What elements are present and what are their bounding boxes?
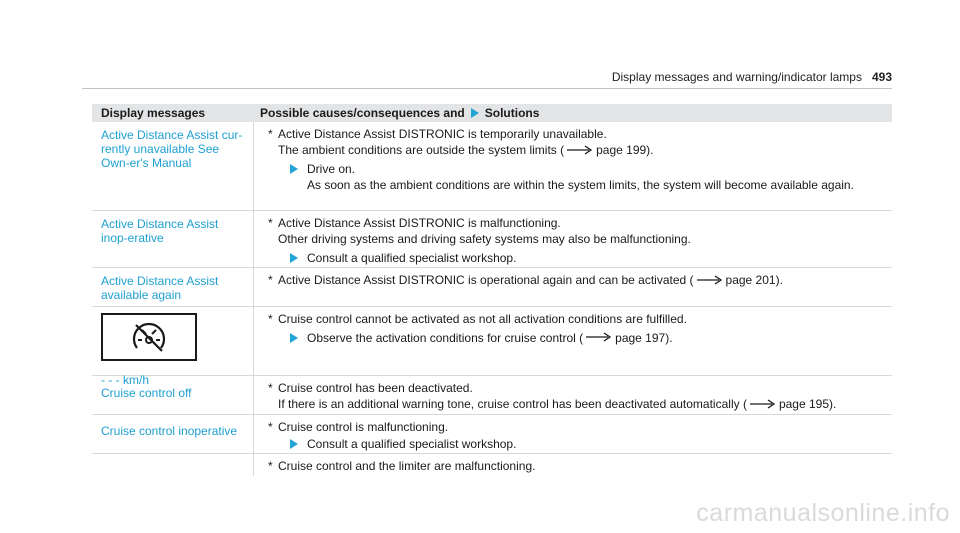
watermark: carmanualsonline.info [696, 499, 950, 527]
arrow-right-icon [567, 142, 593, 158]
message-cell [92, 454, 254, 476]
table-row [92, 122, 892, 211]
message-cell: Active Distance Assist inop-erative [92, 211, 254, 267]
cause-cell: * Active Distance Assist DISTRONIC is temporarily unavailable. The ambient conditions are outside the system limits ( page 199). Drive on. As soon as the ambient conditions are within the system limits, the system will become available again. [254, 122, 892, 210]
speedometer-crossed-icon [101, 313, 197, 361]
section-title: Display messages and warning/indicator lamps [611, 70, 862, 84]
page-number: 493 [871, 70, 892, 84]
page-reference-link[interactable]: page 201). [725, 273, 783, 287]
cause-cell: * Active Distance Assist DISTRONIC is malfunctioning. Other driving systems and driving safety systems may also be malfunctioning. Consult a qualified specialist workshop. [254, 211, 892, 267]
triangle-right-icon [290, 333, 298, 343]
table-row [92, 268, 892, 307]
message-cell: Cruise control off [92, 376, 254, 414]
page-reference-link[interactable]: page 197). [615, 331, 673, 345]
table-row [92, 415, 892, 454]
cause-cell: * Active Distance Assist DISTRONIC is operational again and can be activated ( page 201). [268, 273, 783, 287]
cause-cell: * Cruise control has been deactivated. If there is an additional warning tone, cruise control has been deactivated automatically ( page 195). [268, 381, 837, 411]
triangle-right-icon [290, 439, 298, 449]
header-divider [82, 88, 892, 89]
table-row [92, 307, 892, 387]
arrow-right-icon [697, 272, 723, 288]
cause-cell: * Cruise control cannot be activated as not all activation conditions are fulfilled. Observe the activation conditions for cruise control ( page 197). [254, 307, 892, 375]
table-row [92, 454, 892, 476]
col-header-causes: Possible causes/consequences and Solutions [260, 106, 540, 120]
cause-cell: * Cruise control is malfunctioning. Consult a qualified specialist workshop. [254, 415, 892, 453]
message-cell [92, 307, 254, 387]
solution: Observe the activation conditions for cruise control ( page 197). [268, 330, 892, 346]
arrow-right-icon [586, 332, 612, 342]
message-cell: Active Distance Assist cur-rently unavailable See Own-er's Manual [92, 122, 254, 210]
solution: Consult a qualified specialist workshop. [268, 436, 892, 452]
display-messages-table [92, 104, 892, 476]
speed-readout: - - - km/h [101, 373, 149, 387]
message-cell: Cruise control inoperative [92, 415, 254, 453]
table-row [92, 211, 892, 268]
col-header-messages: Display messages [101, 106, 206, 120]
triangle-right-icon [471, 108, 479, 118]
table-header [92, 104, 892, 122]
page-header [612, 70, 892, 84]
page-reference-link[interactable]: page 199). [596, 143, 654, 157]
message-cell: Active Distance Assist available again [92, 268, 254, 306]
triangle-right-icon [290, 164, 298, 174]
solution: Drive on. As soon as the ambient conditions are within the system limits, the system will become available again. [268, 161, 892, 193]
arrow-right-icon [750, 396, 776, 412]
page-reference-link[interactable]: page 195). [778, 397, 837, 411]
triangle-right-icon [290, 253, 298, 263]
solution: Consult a qualified specialist workshop. [268, 250, 892, 266]
cause-cell: * Cruise control and the limiter are malfunctioning. [268, 459, 536, 473]
table-row [92, 376, 892, 415]
